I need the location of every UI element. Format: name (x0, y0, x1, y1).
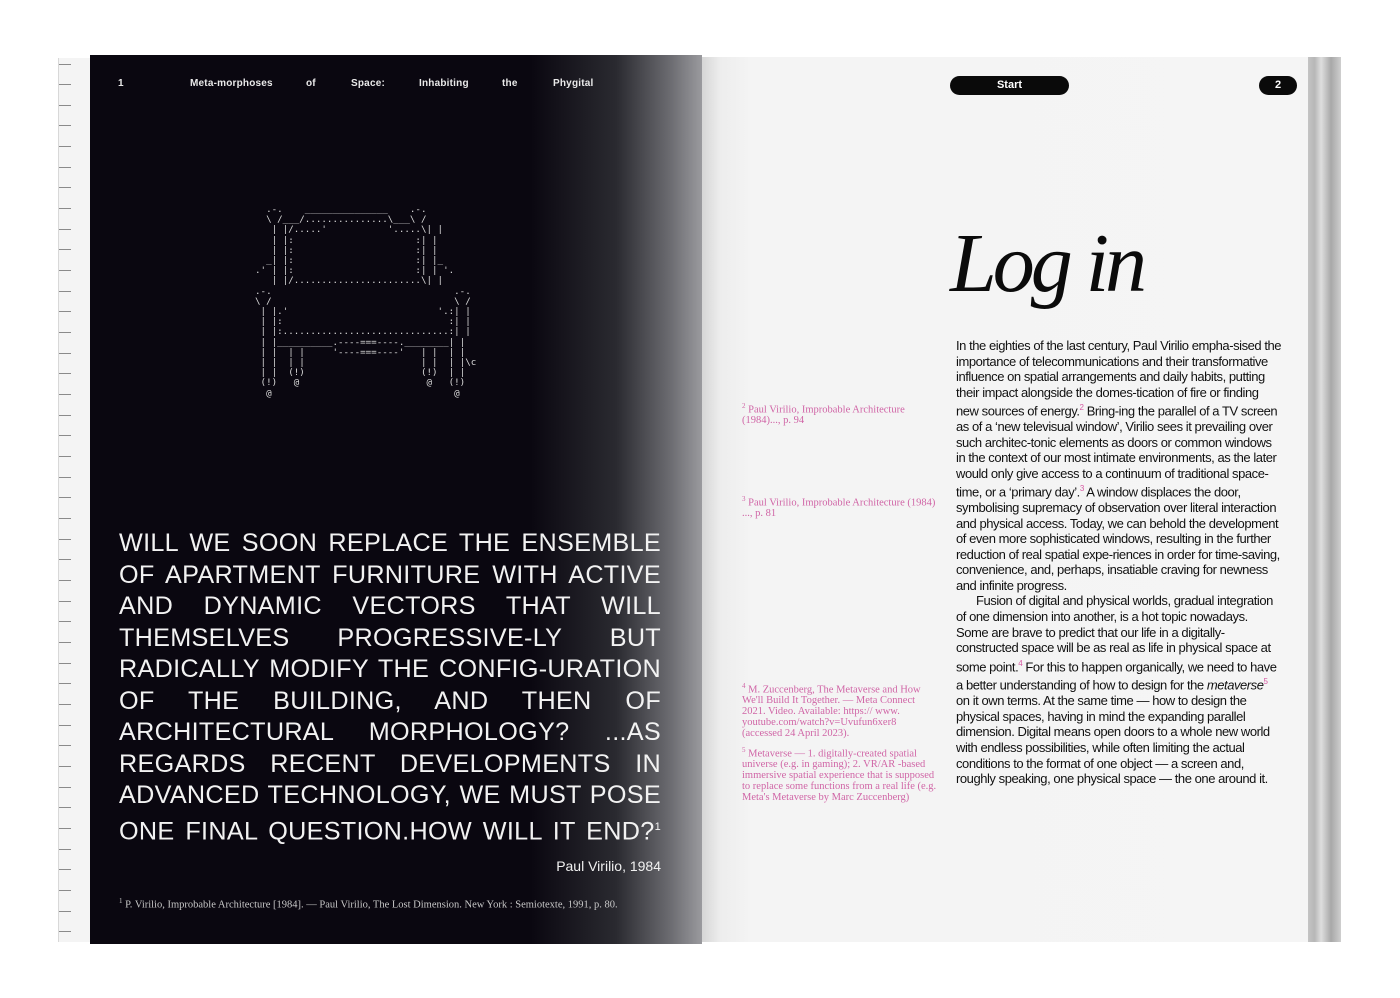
body-paragraph (956, 338, 1282, 593)
running-head-word: Inhabiting (419, 78, 469, 89)
body-text-run: In the eighties of the last century, Paul Virilio empha-sised the importance of telecommunications and their transformative influence on spatial arrangements and daily habits, putting their impact alongside the domes-tication of fire or finding new sources of energy. (956, 338, 1282, 419)
side-note-marker: 4 (742, 682, 746, 690)
running-head-word: Space: (351, 78, 385, 89)
note-ref: 4 (1018, 658, 1023, 668)
body-paragraph (956, 593, 1282, 786)
ascii-furniture-illustration: .-. _______________ .-. \ /___/...............\___\ / | |/.....' '.....\| | | |: :| | | |: :| | _| |: :| |_ .' | |: :| | '. | |/.......................\| | .-. .-. \ / \ / | |.' '.:| | | |: :| | | |:..............................:| | | |__________.----===----.________| | | | | | '----===----' | | | | | | | | | | | |\c | | (!) (!) | | (!) @ @ (!) @ @ (255, 204, 477, 399)
side-note (742, 494, 937, 520)
running-head-word: of (306, 78, 316, 89)
virilio-quote (119, 528, 661, 847)
note-ref: 5 (1263, 677, 1268, 687)
side-note-marker: 2 (742, 402, 746, 410)
page-edge-ruler (58, 58, 91, 942)
right-page-number: 2 (1259, 76, 1297, 95)
note-ref: 2 (1079, 403, 1084, 413)
body-text-italic: metaverse (1206, 677, 1264, 693)
start-tab[interactable]: Start (950, 76, 1069, 95)
side-note (742, 401, 937, 427)
side-note-text: Paul Virilio, Improbable Architecture (1984) ..., p. 81 (742, 497, 936, 520)
chapter-title: Log in (950, 217, 1144, 310)
body-text-run: A window displaces the door, symbolising supremacy of observation over literal interaction and physical access. Today, we can behold the development of even more sophisticated windows, resulting in the further reduction of real spatial expe-riences in order for time-saving, convenience, and, perhaps, insatiable craving for newness and infinite progress. (956, 484, 1280, 593)
right-page-edge (1308, 57, 1341, 942)
quote-text: WILL WE SOON REPLACE THE ENSEMBLE OF APARTMENT FURNITURE WITH ACTIVE AND DYNAMIC VECTORS THAT WILL THEMSELVES PROGRESSIVE-LY BUT RADICALLY MODIFY THE CONFIG-URATION OF THE BUILDING, AND THEN OF ARCHITECTURAL MORPHOLOGY? ...AS REGARDS RECENT DEVELOPMENTS IN ADVANCED TECHNOLOGY, WE MUST POSE ONE FINAL QUESTION.HOW WILL IT END? (119, 529, 661, 845)
note-ref: 3 (1079, 484, 1084, 494)
side-note (742, 745, 937, 803)
body-text-run: Fusion of digital and physical worlds, gradual integration of one dimension into another, is a hot topic nowadays. Some are brave to predict that our life in a digitally-constructed space will be as real as life in physical space at some point. (956, 593, 1273, 674)
running-head-word: Meta-morphoses (190, 78, 273, 89)
side-note-marker: 5 (742, 746, 746, 754)
side-note-marker: 3 (742, 495, 746, 503)
body-text-run: on it own terms. At the same time — how to design the physical spaces, having in mind the expanding parallel dimension. Digital means open doors to a whole new world with endless possibilities, while often limiting the actual conditions to the format of one object — a screen and, roughly speaking, one physical space — the one around it. (956, 693, 1270, 787)
quote-attribution: Paul Virilio, 1984 (556, 858, 661, 874)
running-head-word: Phygital (553, 78, 594, 89)
footnote-text: P. Virilio, Improbable Architecture [1984]. — Paul Virilio, The Lost Dimension. New York : Semiotexte, 1991, p. 80. (125, 899, 618, 911)
side-note-text: Paul Virilio, Improbable Architecture (1984)..., p. 94 (742, 404, 905, 427)
side-note (742, 681, 937, 739)
body-text-run: For this to happen organically, we need to have a better understanding of how to design for the (956, 658, 1277, 693)
left-footnote (119, 897, 618, 911)
side-note-text: M. Zuccenberg, The Metaverse and How We'll Build It Together. — Meta Connect 2021. Video. Available: https:// www. youtube.com/watch?v=Uvufun6xer8 (accessed 24 April 2023). (742, 684, 921, 739)
body-text-run: Bring-ing the parallel of a TV screen as of a ‘new televisual window’, Virilio sees it prevailing over such architec-tonic elements as doors or common windows in the context of our most intimate environments, as the later would only give access to a continuum of traditional space-time, or a ‘primary day’. (956, 403, 1278, 500)
left-page-number: 1 (118, 78, 124, 89)
footnote-marker: 1 (119, 897, 123, 905)
running-head-word: the (502, 78, 518, 89)
side-note-text: Metaverse — 1. digitally-created spatial universe (e.g. in gaming); 2. VR/AR -based immersive spatial experience that is supposed to replace some functions from a real life (e.g. Meta's Metaverse by Marc Zuccenberg) (742, 748, 937, 803)
quote-footnote-marker: 1 (654, 820, 661, 833)
body-text (956, 338, 1282, 787)
